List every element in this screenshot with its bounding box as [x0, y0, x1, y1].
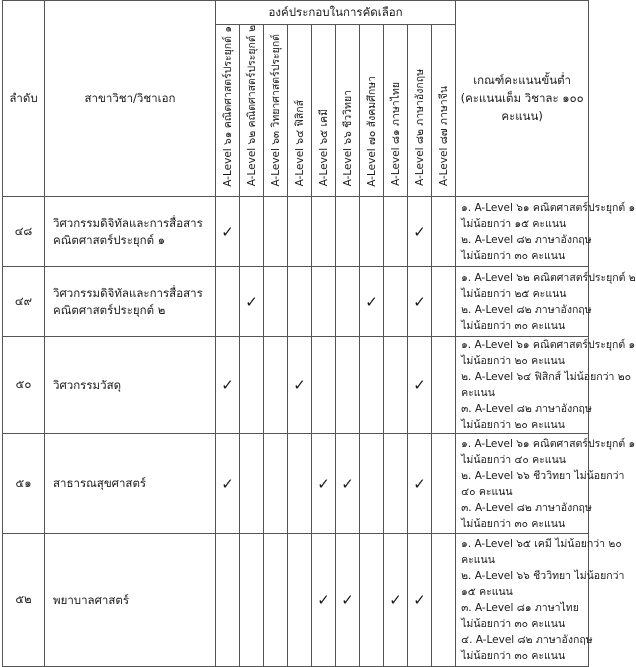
subject-header [288, 25, 312, 197]
criteria-cell [456, 267, 636, 337]
subject-header-label: A-Level ๖๖ ชีววิทยา [342, 89, 354, 187]
checkmark-icon: ✓ [413, 292, 426, 311]
criteria-line: ๑. A-Level ๖๑ คณิตศาสตร์ประยุกต์ ๑ [461, 437, 636, 450]
major-name-line: คณิตศาสตร์ประยุกต์ ๒ [53, 302, 166, 317]
criteria-line: ๑. A-Level ๖๑ คณิตศาสตร์ประยุกต์ ๑ [461, 201, 636, 214]
component-cell [432, 267, 456, 337]
subject-header-label: A-Level ๖๓ วิทยาศาสตร์ประยุกต์ [270, 33, 282, 187]
criteria-cell [456, 197, 636, 267]
criteria-line: คะแนน [461, 554, 495, 567]
checkmark-icon: ✓ [293, 376, 306, 395]
criteria-line: ไม่น้อยกว่า ๒๕ คะแนน [461, 287, 567, 300]
criteria-line: ๒. A-Level ๘๒ ภาษาอังกฤษ [461, 303, 592, 316]
component-cell [216, 267, 240, 337]
component-cell [408, 337, 432, 434]
row-index: ๕๑ [3, 434, 45, 534]
component-cell [336, 337, 360, 434]
checkmark-icon: ✓ [221, 222, 234, 241]
subject-header [240, 25, 264, 197]
subject-header-label: A-Level ๖๔ ฟิสิกส์ [294, 99, 306, 187]
criteria-line: ๑. A-Level ๖๒ คณิตศาสตร์ประยุกต์ ๒ [461, 271, 636, 284]
component-cell [432, 197, 456, 267]
header-criteria-title: เกณฑ์คะแนนขั้นต่ำ [473, 72, 571, 87]
component-cell [384, 197, 408, 267]
component-cell [312, 197, 336, 267]
component-cell [384, 267, 408, 337]
table-row [3, 197, 589, 267]
major-name [45, 197, 216, 267]
component-cell [360, 267, 384, 337]
row-index: ๕๒ [3, 534, 45, 667]
subject-header [360, 25, 384, 197]
subject-header [384, 25, 408, 197]
major-name-line: วิศวกรรมวัสดุ [53, 377, 122, 392]
component-cell [384, 534, 408, 667]
component-cell [360, 337, 384, 434]
component-cell [264, 434, 288, 534]
criteria-line: ๓. A-Level ๘๒ ภาษาอังกฤษ [461, 403, 592, 416]
checkmark-icon: ✓ [365, 292, 378, 311]
criteria-line: ๔๐ คะแนน [461, 485, 513, 498]
criteria-line: ไม่น้อยกว่า ๒๐ คะแนน [461, 419, 565, 432]
checkmark-icon: ✓ [341, 474, 354, 493]
component-cell [408, 434, 432, 534]
subject-header [336, 25, 360, 197]
checkmark-icon: ✓ [389, 591, 402, 610]
component-cell [432, 434, 456, 534]
component-cell [288, 434, 312, 534]
component-cell [264, 267, 288, 337]
component-cell [240, 534, 264, 667]
header-criteria [456, 1, 589, 197]
major-name [45, 267, 216, 337]
major-name [45, 534, 216, 667]
checkmark-icon: ✓ [341, 591, 354, 610]
subject-header-label: A-Level ๘๑ ภาษาไทย [390, 82, 402, 187]
component-cell [336, 434, 360, 534]
criteria-line: ๓. A-Level ๘๒ ภาษาอังกฤษ [461, 501, 592, 514]
subject-header-label: A-Level ๘๗ ภาษาจีน [438, 86, 451, 187]
major-name [45, 337, 216, 434]
major-name-line: วิศวกรรมดิจิทัลและการสื่อสาร [53, 216, 203, 231]
row-index: ๔๙ [3, 267, 45, 337]
major-name-line: คณิตศาสตร์ประยุกต์ ๑ [53, 232, 166, 247]
checkmark-icon: ✓ [413, 591, 426, 610]
component-cell [240, 267, 264, 337]
checkmark-icon: ✓ [413, 376, 426, 395]
component-cell [264, 197, 288, 267]
component-cell [288, 267, 312, 337]
criteria-cell [456, 534, 625, 667]
criteria-line: ๒. A-Level ๖๖ ชีววิทยา ไม่น้อยกว่า [461, 570, 625, 583]
row-index: ๔๘ [3, 197, 45, 267]
major-name-line: วิศวกรรมดิจิทัลและการสื่อสาร [53, 286, 203, 301]
component-cell [264, 337, 288, 434]
criteria-line: ไม่น้อยกว่า ๒๐ คะแนน [461, 355, 565, 368]
row-index: ๕๐ [3, 337, 45, 434]
header-criteria-note: (คะแนนเต็ม วิชาละ ๑๐๐ คะแนน) [460, 90, 584, 123]
checkmark-icon: ✓ [413, 474, 426, 493]
criteria-line: ๒. A-Level ๘๒ ภาษาอังกฤษ [461, 233, 592, 246]
component-cell [432, 534, 456, 667]
criteria-line: ๑๕ คะแนน [461, 586, 513, 599]
subject-header [264, 25, 288, 197]
component-cell [312, 337, 336, 434]
component-cell [312, 267, 336, 337]
admission-criteria-table [2, 0, 636, 667]
criteria-line: ไม่น้อยกว่า ๑๕ คะแนน [461, 217, 567, 230]
criteria-line: ไม่น้อยกว่า ๓๐ คะแนน [461, 650, 566, 663]
criteria-line: ๒. A-Level ๖๖ ชีววิทยา ไม่น้อยกว่า [461, 469, 625, 482]
criteria-line: ไม่น้อยกว่า ๓๐ คะแนน [461, 319, 566, 332]
subject-header [312, 25, 336, 197]
component-cell [336, 197, 360, 267]
criteria-line: คะแนน [461, 387, 495, 400]
component-cell [408, 197, 432, 267]
criteria-line: ๑. A-Level ๖๑ คณิตศาสตร์ประยุกต์ ๑ [461, 339, 636, 352]
component-cell [336, 267, 360, 337]
subject-header [408, 25, 432, 197]
component-cell [408, 534, 432, 667]
header-major: สาขาวิชา/วิชาเอก [45, 1, 216, 197]
table-row [3, 267, 589, 337]
header-index: ลำดับ [3, 1, 45, 197]
header-components: องค์ประกอบในการคัดเลือก [216, 1, 456, 25]
checkmark-icon: ✓ [221, 474, 234, 493]
criteria-line: ๑. A-Level ๖๕ เคมี ไม่น้อยกว่า ๒๐ [461, 538, 622, 551]
component-cell [312, 534, 336, 667]
component-cell [216, 197, 240, 267]
major-name-line: สาธารณสุขศาสตร์ [53, 476, 147, 491]
component-cell [360, 534, 384, 667]
component-cell [432, 337, 456, 434]
component-cell [312, 434, 336, 534]
component-cell [408, 267, 432, 337]
subject-header-label: A-Level ๖๑ คณิตศาสตร์ประยุกต์ ๑ [222, 25, 234, 187]
component-cell [384, 337, 408, 434]
component-cell [264, 534, 288, 667]
component-cell [288, 534, 312, 667]
criteria-line: ๒. A-Level ๖๔ ฟิสิกส์ ไม่น้อยกว่า ๒๐ [461, 371, 632, 384]
criteria-line: ไม่น้อยกว่า ๓๐ คะแนน [461, 517, 566, 530]
criteria-cell [456, 337, 636, 434]
subject-header [432, 25, 456, 197]
table-row [3, 434, 589, 534]
criteria-line: ๔. A-Level ๘๒ ภาษาอังกฤษ [461, 634, 593, 647]
component-cell [216, 434, 240, 534]
checkmark-icon: ✓ [245, 292, 258, 311]
component-cell [384, 434, 408, 534]
component-cell [288, 337, 312, 434]
subject-header-label: A-Level ๗๐ สังคมศึกษา [366, 75, 378, 187]
checkmark-icon: ✓ [317, 474, 330, 493]
table-row [3, 337, 589, 434]
criteria-line: ๓. A-Level ๘๑ ภาษาไทย [461, 602, 579, 615]
component-cell [336, 534, 360, 667]
criteria-line: ไม่น้อยกว่า ๓๐ คะแนน [461, 249, 566, 262]
checkmark-icon: ✓ [317, 591, 330, 610]
component-cell [216, 337, 240, 434]
component-cell [360, 197, 384, 267]
subject-header-label: A-Level ๘๒ ภาษาอังกฤษ [414, 69, 426, 187]
criteria-line: ไม่น้อยกว่า ๓๐ คะแนน [461, 618, 566, 631]
component-cell [216, 534, 240, 667]
component-cell [360, 434, 384, 534]
criteria-line: ไม่น้อยกว่า ๔๐ คะแนน [461, 453, 566, 466]
subject-header [216, 25, 240, 197]
checkmark-icon: ✓ [413, 222, 426, 241]
subject-header-label: A-Level ๖๕ เคมี [318, 108, 330, 187]
subject-header-label: A-Level ๖๒ คณิตศาสตร์ประยุกต์ ๒ [246, 25, 258, 187]
component-cell [240, 197, 264, 267]
component-cell [288, 197, 312, 267]
component-cell [240, 434, 264, 534]
criteria-cell [456, 434, 636, 534]
component-cell [240, 337, 264, 434]
checkmark-icon: ✓ [221, 376, 234, 395]
table-row [3, 534, 589, 667]
major-name-line: พยาบาลศาสตร์ [53, 592, 130, 607]
major-name [45, 434, 216, 534]
